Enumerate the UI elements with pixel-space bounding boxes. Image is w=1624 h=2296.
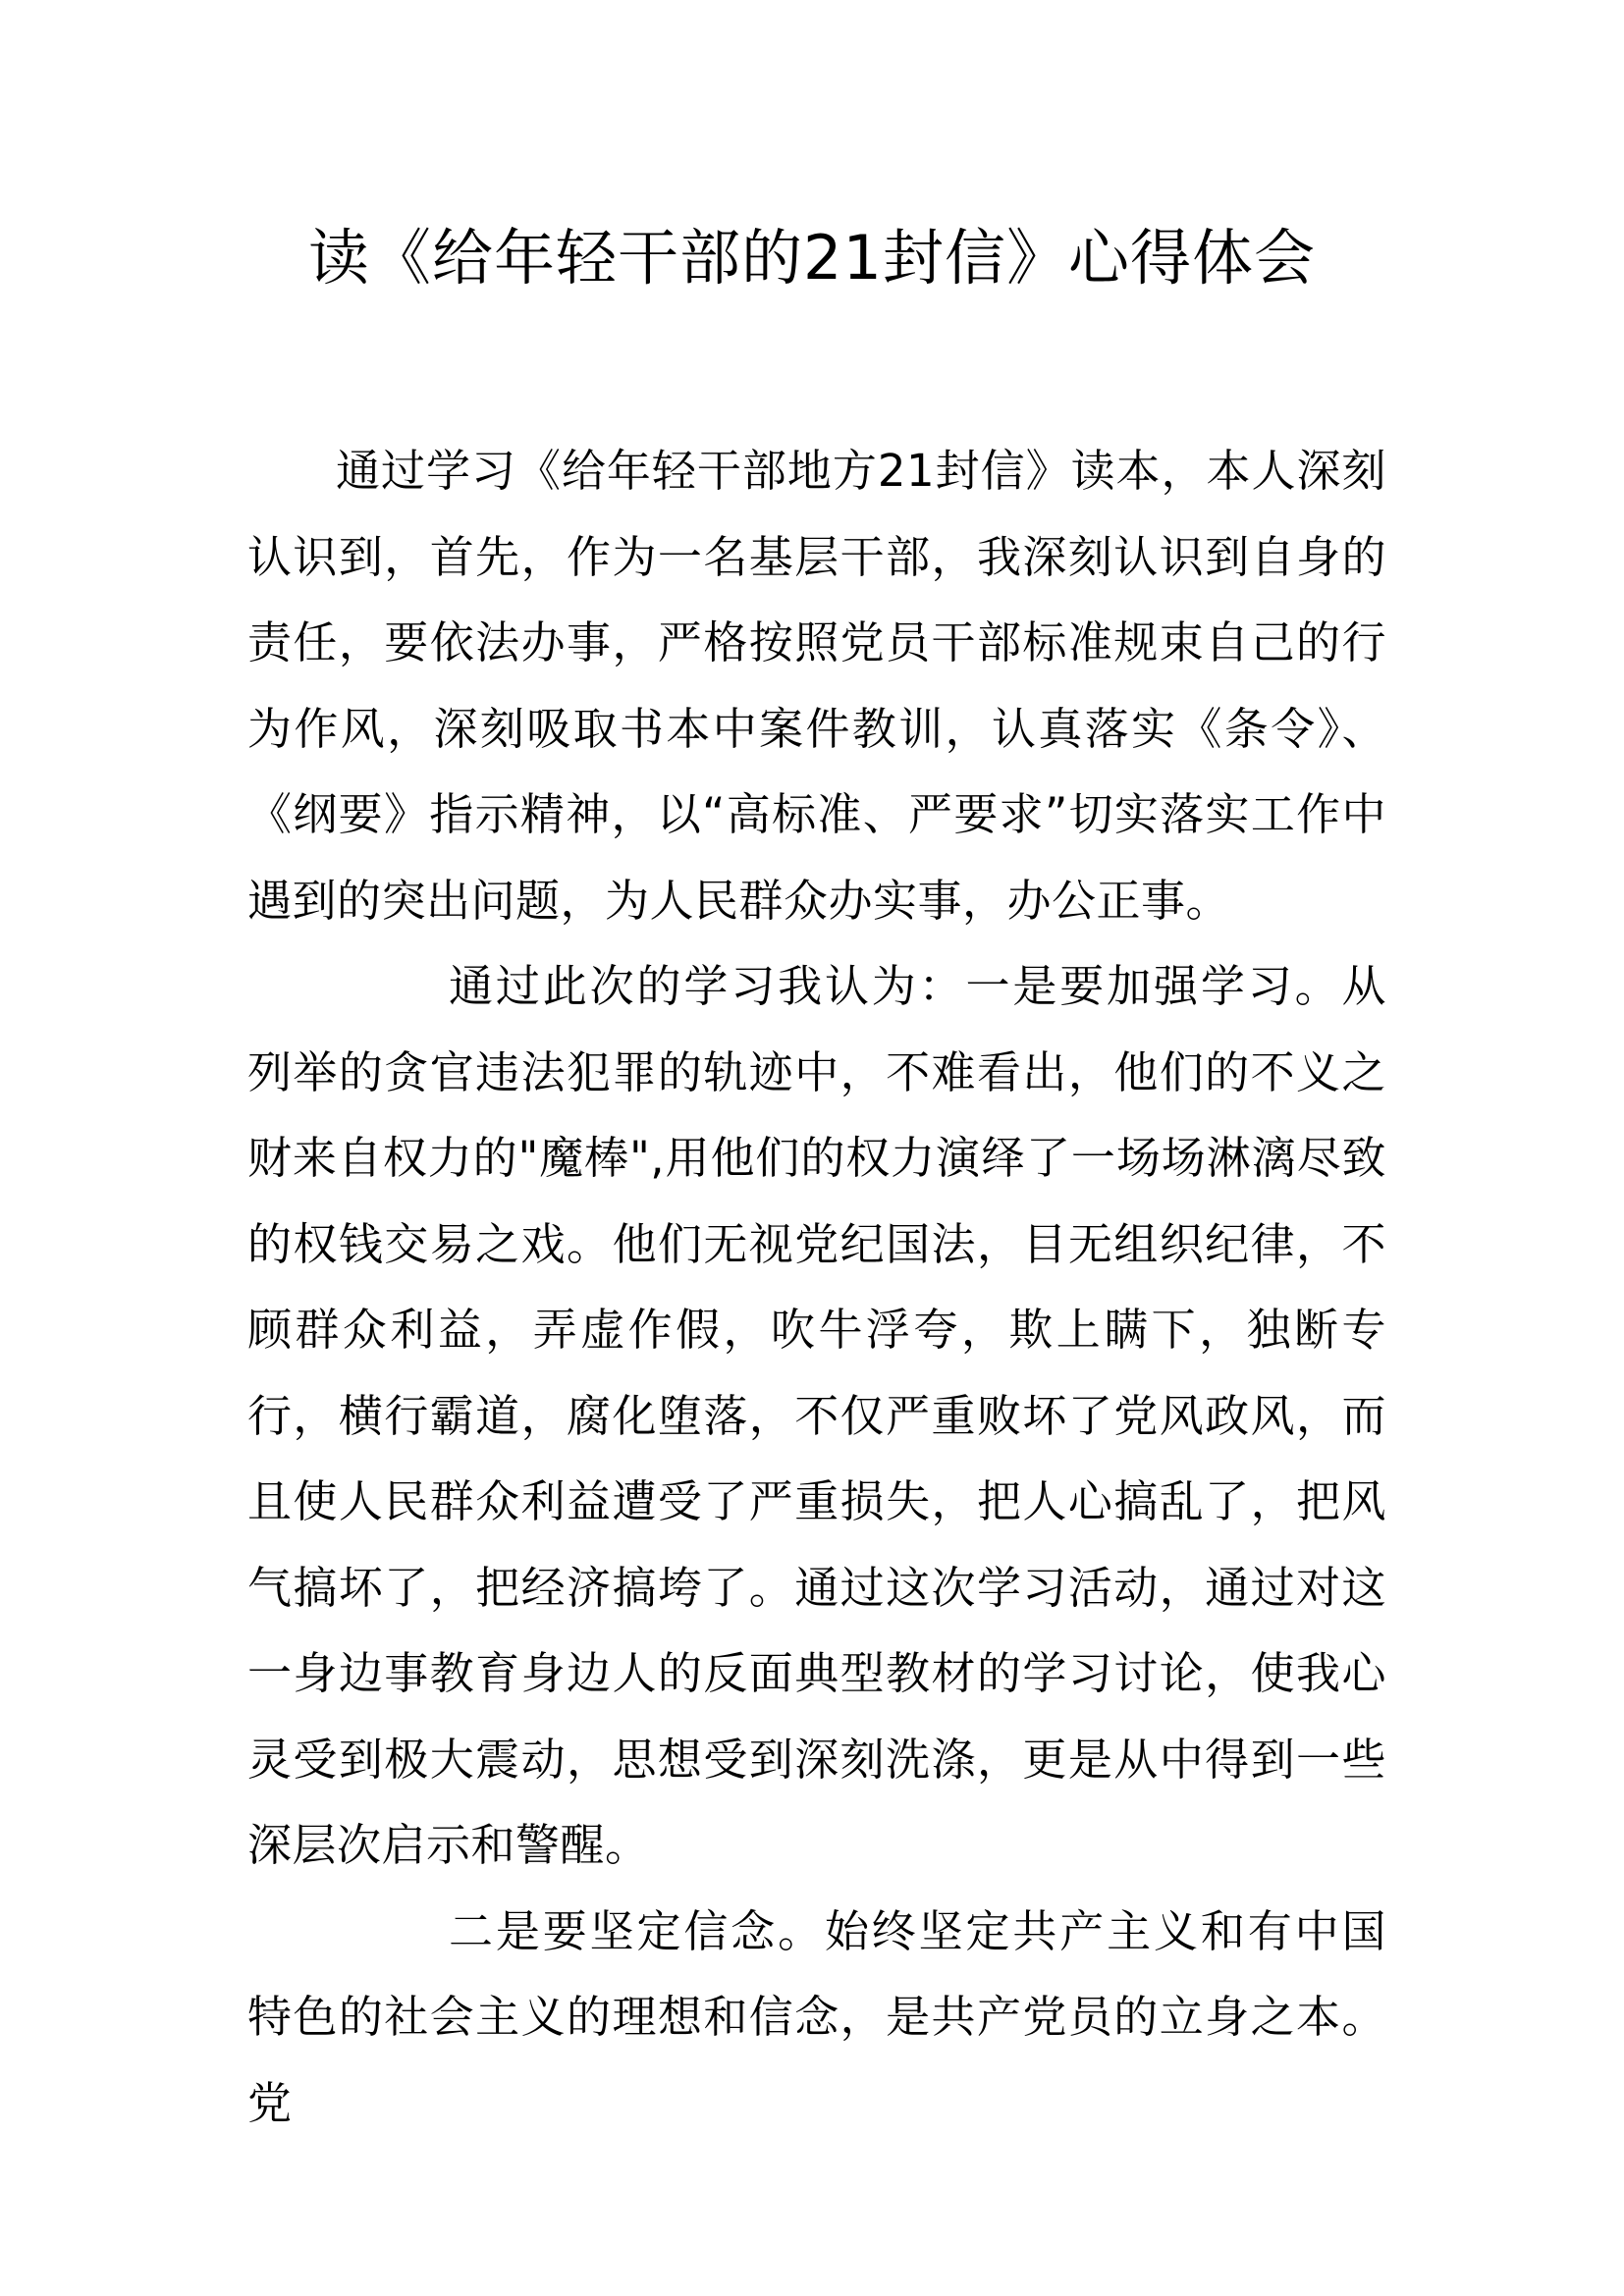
paragraph-1: 通过学习《给年轻干部地方21封信》读本，本人深刻认识到，首先，作为一名基层干部，我深刻认识到自身的责任，要依法办事，严格按照党员干部标准规束自己的行为作风，深刻吸取书本中案件教训，认真落实《条令》、《纲要》指示精神，以“高标准、严要求”切实落实工作中遇到的突出问题，为人民群众办实事，办公正事。 <box>247 445 1386 927</box>
document-body <box>247 428 1386 2146</box>
document-title: 读《给年轻干部的21封信》心得体会 <box>308 222 1316 294</box>
paragraph-2: 通过此次的学习我认为：一是要加强学习。从列举的贪官违法犯罪的轨迹中，不难看出，他们的不义之财来自权力的"魔棒",用他们的权力演绎了一场场淋漓尽致的权钱交易之戏。他们无视党纪国法，目无组织纪律，不顾群众利益，弄虚作假，吹牛浮夸，欺上瞒下，独断专行，横行霸道，腐化堕落，不仅严重败坏了党风政风，而且使人民群众利益遭受了严重损失，把人心搞乱了，把风气搞坏了，把经济搞垮了。通过这次学习活动，通过对这一身边事教育身边人的反面典型教材的学习讨论，使我心灵受到极大震动，思想受到深刻洗涤，更是从中得到一些深层次启示和警醒。 <box>247 960 1386 1871</box>
paragraph-3: 二是要坚定信念。始终坚定共产主义和有中国特色的社会主义的理想和信念，是共产党员的立身之本。党 <box>247 1904 1386 2129</box>
